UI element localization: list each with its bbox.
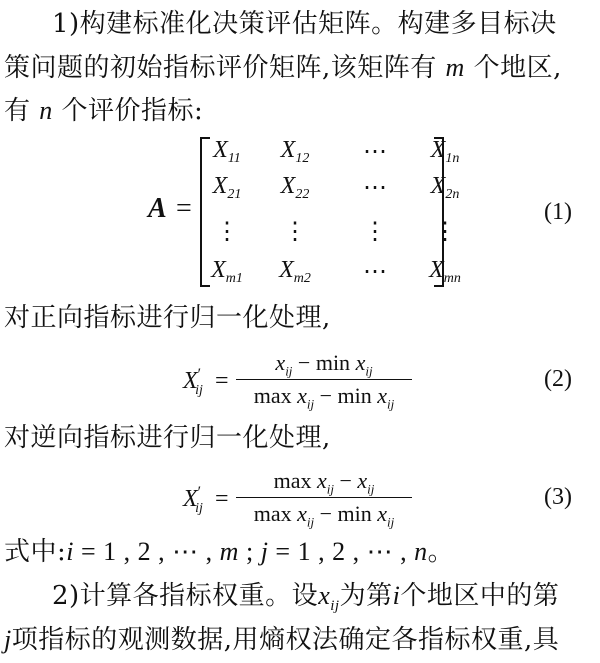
matrix-cell-symbol: ⋮ [363, 219, 387, 245]
matrix-cell-symbol: X [280, 173, 296, 199]
matrix-cell [410, 173, 480, 203]
para1-line3-text-a: 有 [4, 96, 31, 126]
matrix-symbol-A: A [148, 193, 167, 224]
matrix-cell-symbol: X [430, 137, 446, 163]
para1-line1 [0, 8, 600, 40]
where-i-vals: = 1 , 2 , ⋯ , [74, 537, 220, 566]
where-i-end: m [219, 537, 239, 566]
eq2-num-a-sub: ij [285, 363, 293, 379]
para2-line1-text-a: 2)计算各指标权重。设 [52, 581, 319, 611]
matrix-cell-subscript: m1 [225, 271, 243, 286]
equation-2-fraction [236, 348, 412, 411]
equation-2-denominator [236, 381, 412, 411]
equation-number-3: (3) [544, 484, 572, 510]
equation-number-1: (1) [544, 199, 572, 225]
para1-line2-text-b: 个地区, [473, 53, 562, 83]
matrix-cell-subscript: 21 [227, 187, 242, 202]
para1-line3-text-b: 个评价指标: [61, 96, 204, 126]
equation-3-denominator [236, 499, 412, 529]
para2-var-x-sub: ij [330, 598, 340, 615]
text-positive-indicator-label: 对正向指标进行归一化处理, [4, 303, 331, 333]
matrix-cell [410, 137, 480, 167]
equation-3-lhs [183, 484, 229, 517]
eq3-num-b-sub: ij [367, 481, 375, 497]
where-suffix: 。 [427, 537, 455, 567]
matrix-cell-symbol: X [280, 137, 296, 163]
eq2-den-a-sub: ij [306, 396, 315, 412]
matrix-cell-symbol: ⋮ [433, 219, 457, 245]
matrix-cell-symbol: X [430, 173, 446, 199]
eq3-num-a-sub: ij [326, 481, 334, 497]
para2-line1-text-c: 个地区中的第 [400, 581, 560, 611]
eq3-lhs-prime: ′ [197, 484, 202, 501]
where-sep: ; [238, 537, 261, 566]
matrix-cell [192, 173, 262, 203]
fraction-bar [236, 497, 412, 498]
matrix-cell [260, 257, 330, 287]
eq3-lhs-sub: ij [195, 500, 203, 516]
para1-line2 [4, 52, 600, 84]
eq3-num-b: x [357, 468, 368, 493]
matrix-cell [192, 257, 262, 287]
eq2-den-b: x [377, 383, 388, 408]
eq3-equals: = [214, 486, 229, 512]
equals-sign: = [176, 193, 192, 224]
fraction-bar [236, 379, 412, 380]
matrix-cell-subscript: mn [443, 271, 461, 286]
eq2-den-op2: − min [314, 383, 378, 408]
para2-line1 [0, 580, 600, 622]
para2-line2-text: 项指标的观测数据,用熵权法确定各指标权重,具 [11, 625, 560, 655]
matrix-cell-symbol: X [429, 257, 444, 283]
eq2-num-a: x [275, 350, 286, 375]
eq2-num-op: − min [292, 350, 356, 375]
where-j-end: n [414, 537, 428, 566]
eq2-den-a: x [297, 383, 307, 408]
eq2-num-b-sub: ij [365, 363, 373, 379]
eq3-den-op1: max [253, 501, 298, 526]
eq2-den-op1: max [253, 383, 298, 408]
matrix-cell [340, 217, 410, 246]
equation-3-fraction [236, 466, 412, 529]
matrix-cell-symbol: ⋯ [363, 259, 387, 285]
eq2-lhs-sub: ij [195, 382, 203, 398]
text-negative-indicator [4, 422, 600, 454]
eq3-den-a-sub: ij [306, 514, 315, 530]
eq2-lhs-var: X [183, 368, 198, 394]
matrix-cell [410, 217, 480, 246]
para2-line1-text-b: 为第 [339, 581, 393, 611]
matrix-cell-symbol: X [212, 173, 228, 199]
equation-2-numerator [236, 348, 412, 378]
equation-3-numerator [236, 466, 412, 496]
matrix-cell-symbol: X [213, 137, 228, 163]
equation-3 [0, 464, 600, 544]
eq3-den-b: x [377, 501, 388, 526]
matrix-cell [192, 137, 262, 167]
matrix-cell-subscript: 1n [445, 151, 460, 166]
where-i-var: i [66, 537, 74, 566]
matrix-cell [260, 173, 330, 203]
text-negative-indicator-label: 对逆向指标进行归一化处理, [4, 423, 331, 453]
text-positive-indicator [4, 302, 600, 334]
equation-1-matrix [0, 133, 600, 290]
where-prefix: 式中: [4, 537, 67, 567]
matrix-cell-symbol: ⋮ [215, 219, 239, 245]
where-clause [4, 536, 600, 568]
where-j-vals: = 1 , 2 , ⋯ , [268, 537, 415, 566]
matrix-cell [192, 217, 262, 246]
equation-2 [0, 346, 600, 426]
equation-number-2: (2) [544, 366, 572, 392]
eq3-num-op1: max [273, 468, 317, 493]
matrix-cell [340, 257, 410, 286]
var-n: n [39, 96, 53, 125]
matrix-cell [340, 173, 410, 202]
eq2-lhs-prime: ′ [197, 366, 202, 383]
eq3-den-a: x [297, 501, 307, 526]
eq3-den-b-sub: ij [387, 514, 395, 530]
where-j-var: j [260, 537, 269, 566]
matrix-cell-subscript: 12 [295, 151, 310, 166]
matrix-cell-symbol: ⋯ [363, 139, 387, 165]
matrix-cell-symbol: X [279, 257, 294, 283]
para1-line1-text: 1)构建标准化决策评估矩阵。构建多目标决 [52, 9, 557, 39]
para2-var-x: x [318, 581, 331, 610]
matrix-cell-symbol: ⋯ [363, 175, 387, 201]
para1-line2-text-a: 策问题的初始指标评价矩阵,该矩阵有 [4, 53, 437, 83]
eq3-num-a: x [316, 468, 327, 493]
matrix-cell-subscript: 22 [295, 187, 310, 202]
matrix-cell-subscript: m2 [293, 271, 311, 286]
matrix-cell [340, 137, 410, 166]
equation-2-lhs [183, 366, 229, 399]
para2-line2 [4, 624, 600, 656]
matrix-cell-subscript: 11 [227, 151, 241, 166]
matrix-cell [260, 137, 330, 167]
para1-line3 [4, 95, 600, 127]
matrix-cell [410, 257, 480, 287]
matrix-cell-subscript: 2n [445, 187, 460, 202]
para2-var-i: i [392, 581, 401, 610]
eq3-den-op2: − min [314, 501, 378, 526]
matrix-cell [260, 217, 330, 246]
para2-var-j: j [4, 625, 12, 654]
eq3-num-op2: − [333, 468, 358, 493]
eq2-equals: = [214, 368, 229, 394]
eq2-num-b: x [355, 350, 366, 375]
eq3-lhs-var: X [183, 486, 198, 512]
matrix-cell-symbol: X [211, 257, 226, 283]
matrix-cell-symbol: ⋮ [283, 219, 307, 245]
eq2-den-b-sub: ij [387, 396, 395, 412]
var-m: m [445, 53, 465, 82]
